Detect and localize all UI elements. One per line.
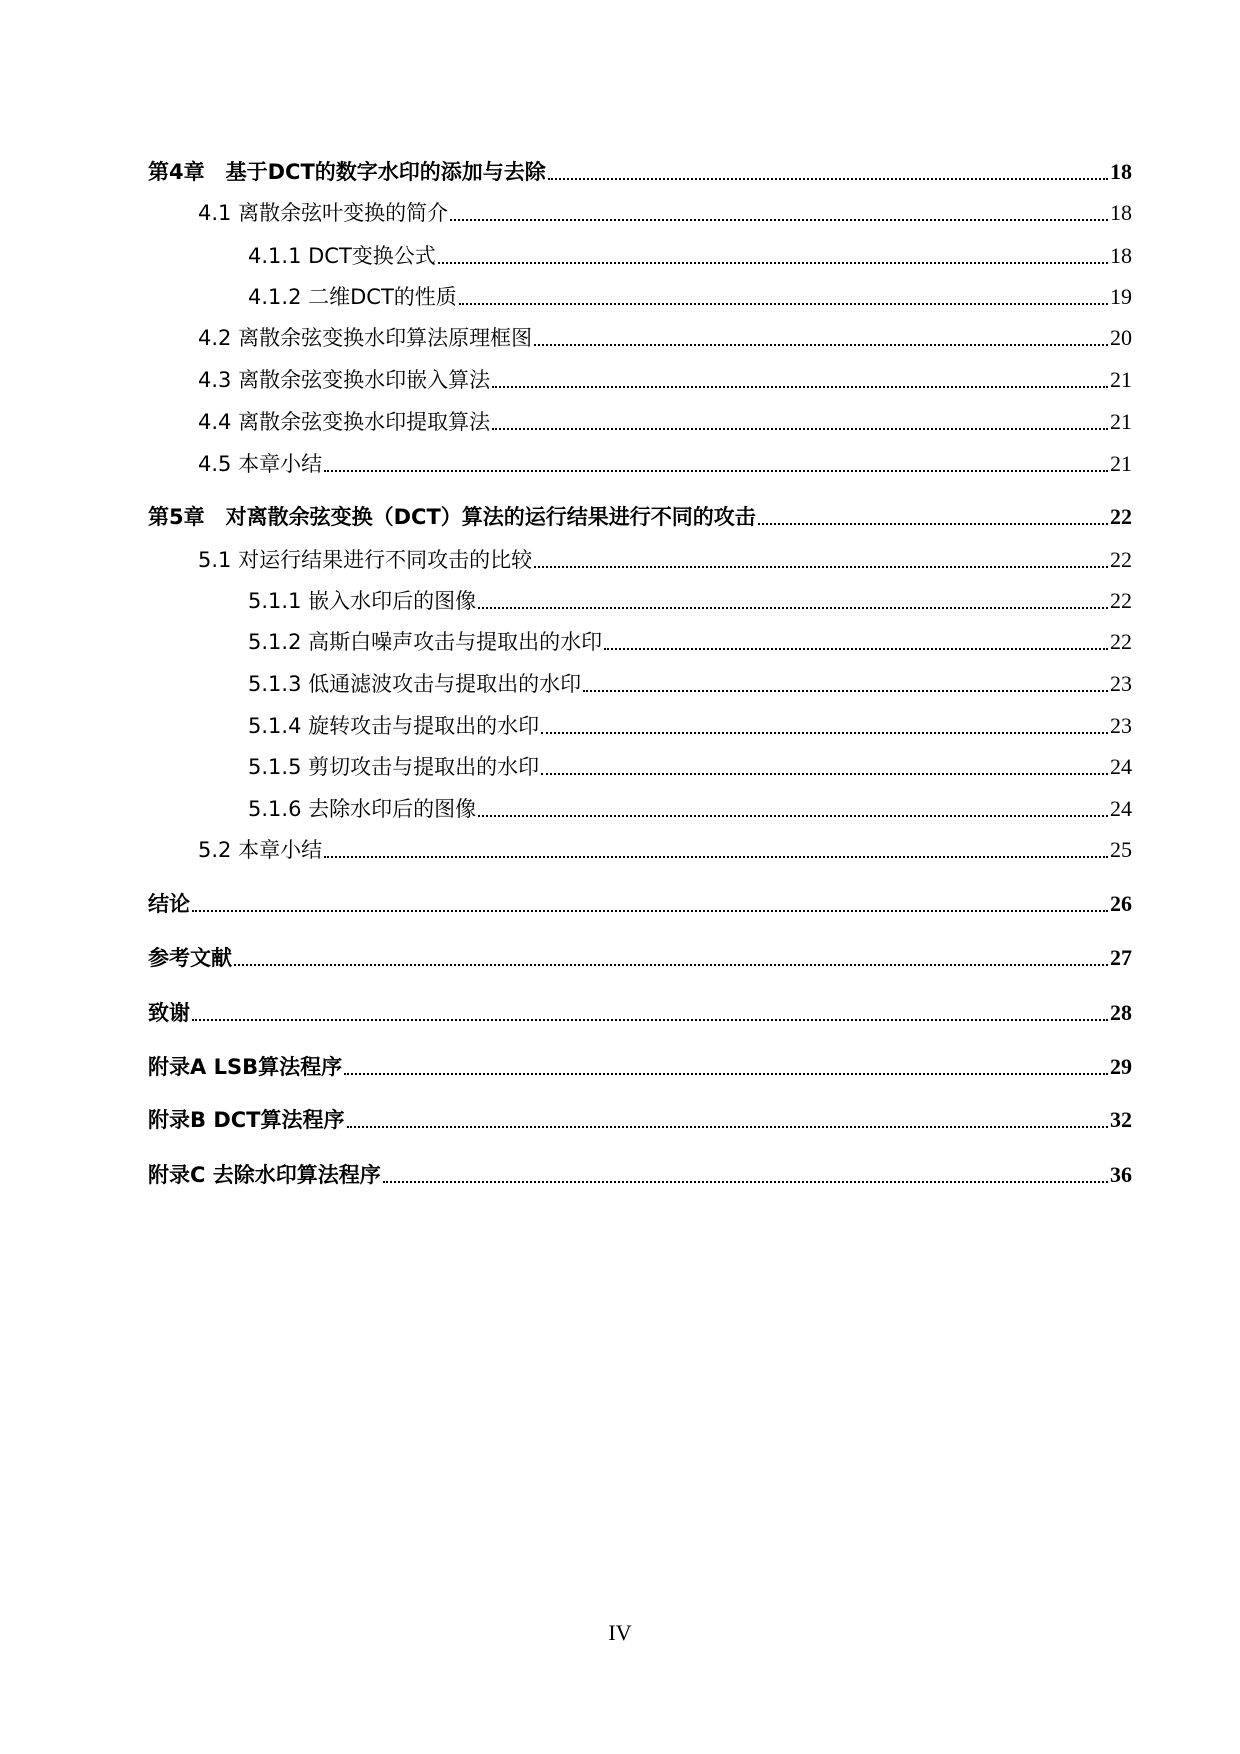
- dot-leader: [541, 773, 1108, 775]
- toc-entry-page: 32: [1110, 1107, 1132, 1132]
- toc-entry-page: 18: [1110, 200, 1132, 225]
- toc-entry[interactable]: [248, 627, 1132, 657]
- toc-entry-page: 21: [1110, 409, 1132, 434]
- dot-leader: [534, 566, 1108, 568]
- toc-entry-page: 27: [1110, 945, 1132, 970]
- toc-entry[interactable]: [248, 794, 1132, 824]
- toc-entry-title: 附录A LSB算法程序: [148, 1055, 343, 1079]
- toc-entry-title: 4.1.1 DCT变换公式: [248, 244, 436, 268]
- toc-entry-page: 18: [1110, 159, 1132, 184]
- toc-entry-title: 5.1.3 低通滤波攻击与提取出的水印: [248, 672, 582, 696]
- page-number: IV: [608, 1620, 632, 1645]
- toc-entry-page: 22: [1110, 588, 1132, 613]
- toc-entry-title: 4.1 离散余弦叶变换的简介: [198, 201, 449, 225]
- toc-entry[interactable]: [148, 889, 1132, 919]
- dot-leader: [492, 386, 1108, 388]
- toc-entry-page: 20: [1110, 325, 1132, 350]
- dot-leader: [192, 1019, 1108, 1021]
- toc-entry-page: 21: [1110, 451, 1132, 476]
- toc-entry[interactable]: [248, 282, 1132, 312]
- dot-leader: [541, 732, 1108, 734]
- toc-entry-title: 5.1 对运行结果进行不同攻击的比较: [198, 548, 533, 572]
- toc-entry-page: 22: [1110, 629, 1132, 654]
- toc-entry-title: 5.2 本章小结: [198, 838, 323, 862]
- toc-entry-page: 23: [1110, 713, 1132, 738]
- toc-entry[interactable]: [248, 711, 1132, 741]
- toc-entry-title: 5.1.6 去除水印后的图像: [248, 797, 477, 821]
- toc-entry-title: 结论: [148, 892, 190, 916]
- toc-entry[interactable]: [248, 586, 1132, 616]
- dot-leader: [758, 523, 1108, 525]
- dot-leader: [548, 178, 1108, 180]
- toc-entry-title: 4.3 离散余弦变换水印嵌入算法: [198, 368, 491, 392]
- toc-entry-title: 4.1.2 二维DCT的性质: [248, 285, 457, 309]
- toc-entry-title: 附录B DCT算法程序: [148, 1108, 345, 1132]
- toc-entry[interactable]: [198, 407, 1132, 437]
- toc-entry-title: 4.2 离散余弦变换水印算法原理框图: [198, 326, 533, 350]
- toc-entry-page: 22: [1110, 504, 1132, 529]
- toc-entry[interactable]: [148, 943, 1132, 973]
- toc-entry-page: 26: [1110, 891, 1132, 916]
- dot-leader: [344, 1073, 1108, 1075]
- toc-entry[interactable]: [198, 835, 1132, 865]
- toc-entry-title: 第4章 基于DCT的数字水印的添加与去除: [148, 160, 546, 184]
- toc-entry[interactable]: [148, 998, 1132, 1028]
- toc-entry-title: 4.5 本章小结: [198, 452, 323, 476]
- toc-entry[interactable]: [198, 365, 1132, 395]
- dot-leader: [492, 428, 1108, 430]
- toc-entry-page: 22: [1110, 547, 1132, 572]
- toc-entry[interactable]: [248, 241, 1132, 271]
- dot-leader: [234, 964, 1108, 966]
- dot-leader: [478, 607, 1108, 609]
- toc-entry[interactable]: [148, 1052, 1132, 1082]
- toc-entry-page: 21: [1110, 367, 1132, 392]
- toc-entry[interactable]: [248, 669, 1132, 699]
- dot-leader: [324, 470, 1108, 472]
- toc-entry-title: 附录C 去除水印算法程序: [148, 1163, 381, 1187]
- dot-leader: [450, 219, 1108, 221]
- toc-entry[interactable]: [198, 545, 1132, 575]
- dot-leader: [478, 815, 1108, 817]
- toc-entry-page: 29: [1110, 1054, 1132, 1079]
- toc-entry-page: 23: [1110, 671, 1132, 696]
- toc-entry[interactable]: [198, 449, 1132, 479]
- toc-entry[interactable]: [148, 502, 1132, 532]
- dot-leader: [604, 648, 1108, 650]
- dot-leader: [192, 910, 1108, 912]
- toc-entry[interactable]: [248, 752, 1132, 782]
- toc-entry[interactable]: [148, 1105, 1132, 1135]
- dot-leader: [347, 1126, 1109, 1128]
- dot-leader: [438, 262, 1108, 264]
- dot-leader: [534, 344, 1108, 346]
- toc-entry-title: 5.1.1 嵌入水印后的图像: [248, 589, 477, 613]
- toc-entry-page: 24: [1110, 796, 1132, 821]
- dot-leader: [583, 690, 1108, 692]
- toc-entry-page: 19: [1110, 284, 1132, 309]
- toc-entry-page: 25: [1110, 837, 1132, 862]
- toc-entry-title: 5.1.4 旋转攻击与提取出的水印: [248, 714, 540, 738]
- dot-leader: [324, 856, 1108, 858]
- toc-entry-page: 18: [1110, 243, 1132, 268]
- toc-entry-title: 致谢: [148, 1001, 190, 1025]
- toc-entry-page: 24: [1110, 754, 1132, 779]
- toc-entry[interactable]: [148, 1160, 1132, 1190]
- toc-entry-title: 第5章 对离散余弦变换（DCT）算法的运行结果进行不同的攻击: [148, 505, 756, 529]
- dot-leader: [383, 1181, 1108, 1183]
- toc-entry[interactable]: [198, 198, 1132, 228]
- toc-entry-title: 参考文献: [148, 946, 232, 970]
- toc-entry-page: 28: [1110, 1000, 1132, 1025]
- dot-leader: [459, 303, 1108, 305]
- toc-entry-page: 36: [1110, 1162, 1132, 1187]
- toc-entry[interactable]: [198, 323, 1132, 353]
- toc-entry[interactable]: [148, 157, 1132, 187]
- toc-entry-title: 5.1.5 剪切攻击与提取出的水印: [248, 755, 540, 779]
- toc-entry-title: 5.1.2 高斯白噪声攻击与提取出的水印: [248, 630, 603, 654]
- toc-entry-title: 4.4 离散余弦变换水印提取算法: [198, 410, 491, 434]
